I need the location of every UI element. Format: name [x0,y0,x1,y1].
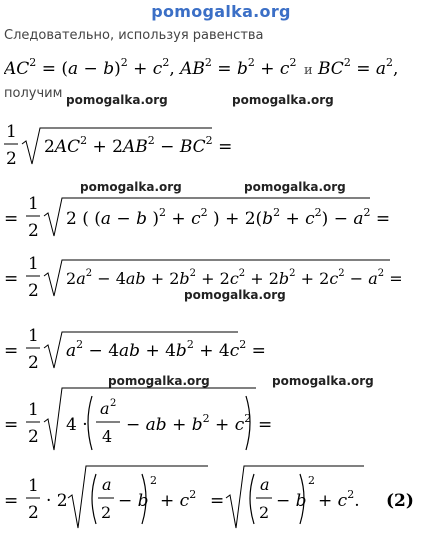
formula-line-4-text: = 1/2 √(a² − 4ab + 4b² + 4c²) = [0,322,17,323]
svg-text:2: 2 [308,474,315,487]
svg-text:a: a [102,475,112,494]
svg-text:2: 2 [259,503,270,522]
watermark: pomogalka.org [232,93,334,107]
formula-line-4 [0,322,440,382]
svg-text:2: 2 [28,353,39,373]
watermark: pomogalka.org [184,288,286,302]
svg-text:4 ·: 4 · [66,415,88,435]
formula-line-2-text: = 1/2 √(2((a − b)² + c²) + 2(b² + c²) − a²) = [0,190,23,191]
equalities-formula [4,54,424,84]
svg-text:2: 2 [28,427,39,447]
svg-text:1: 1 [28,254,39,274]
watermark: pomogalka.org [66,93,168,107]
formula-line-3-text: = 1/2 √(2a² − 4ab + 2b² + 2c² + 2b² + 2c² − a²) = [0,250,26,251]
svg-text:− b: − b [118,491,149,511]
svg-text:=: = [210,491,225,511]
watermark: pomogalka.org [272,374,374,388]
svg-text:+ c2: + $c^2$ [160,488,197,511]
svg-text:· 2: · 2 [46,491,68,511]
watermark: pomogalka.org [244,180,346,194]
svg-text:=: = [4,209,19,229]
formula-line-5 [0,384,440,464]
svg-text:1: 1 [28,194,39,214]
svg-text:2: 2 [101,503,112,522]
svg-text:1: 1 [28,400,39,420]
svg-text:1: 1 [6,122,17,142]
svg-text:− ab + b2 + c2: − ab + $b^2 + c^2$ [126,412,252,435]
equation-number: (2) [386,491,414,511]
svg-text:4: 4 [102,427,113,446]
svg-text:=: = [4,415,19,435]
intro-text: Следовательно, используя равенства [4,28,264,43]
svg-text:=: = [4,491,19,511]
svg-text:2: 2 [28,503,39,523]
formula-line-1-text: 1/2 √(2AC² + 2AB² − BC²) = [0,118,15,119]
svg-text:a2 − 4ab + 4b2 + 4c2 =: $a^2 - 4ab + 4b^2 + 4c^2$ = [66,338,266,361]
and-word: и [304,63,313,78]
svg-text:+ c2.: + $c^2$. [318,488,360,511]
svg-text:a: a [100,399,110,418]
watermark: pomogalka.org [80,180,182,194]
svg-text:a: a [260,475,270,494]
svg-text:=: = [258,415,273,435]
svg-text:BC2 = a2,: $BC^2 = a^2$, [318,56,399,79]
formula-line-6-text: = 1/2 · 2 √((a/2 − b)² + c²) = √((a/2 − b)² + c²). [0,462,24,463]
formula-line-3 [0,250,440,310]
site-title[interactable]: pomogalka.org [151,2,291,21]
svg-text:2: 2 [28,221,39,241]
result-word: получим [4,86,63,101]
formula-line-2 [0,190,440,250]
svg-text:AC2 = (a − b)2 + c2, AB2 = b2: $AC^2 = (a - b)^2 + c^2$, $AB^2 = b^2 + c^2$ [4,56,297,79]
svg-text:2: 2 [6,149,17,169]
svg-text:1: 1 [28,326,39,346]
svg-text:2: 2 [28,281,39,301]
watermark: pomogalka.org [108,374,210,388]
formula-line-5-text: = 1/2 √(4·(a²/4 − ab + b² + c²)) = [0,384,18,385]
formula-line-1 [0,118,440,178]
svg-text:2 ( (a − b )2 + c2 ) + 2(b2 +: 2 ( (a − b )$^2 + c^2$ ) + $2(b^2 + c^2) - a^2$ = [66,206,391,229]
svg-text:2a2 − 4ab + 2b2 + 2c2 + 2b2 +: $2a^2 - 4ab + 2b^2 + 2c^2 + 2b^2 + 2c^2 - a^2$ = [66,268,403,288]
formula-line-6 [0,462,442,538]
svg-text:− b: − b [276,491,307,511]
equalities-line [4,54,424,88]
svg-text:1: 1 [28,476,39,496]
svg-text:2: 2 [110,398,117,409]
svg-text:2: 2 [150,474,157,487]
svg-text:=: = [4,269,19,289]
svg-text:2AC2 + 2AB2 − BC2 =: $2AC^2 + 2AB^2 - BC^2$ = [44,134,233,157]
svg-text:=: = [4,341,19,361]
